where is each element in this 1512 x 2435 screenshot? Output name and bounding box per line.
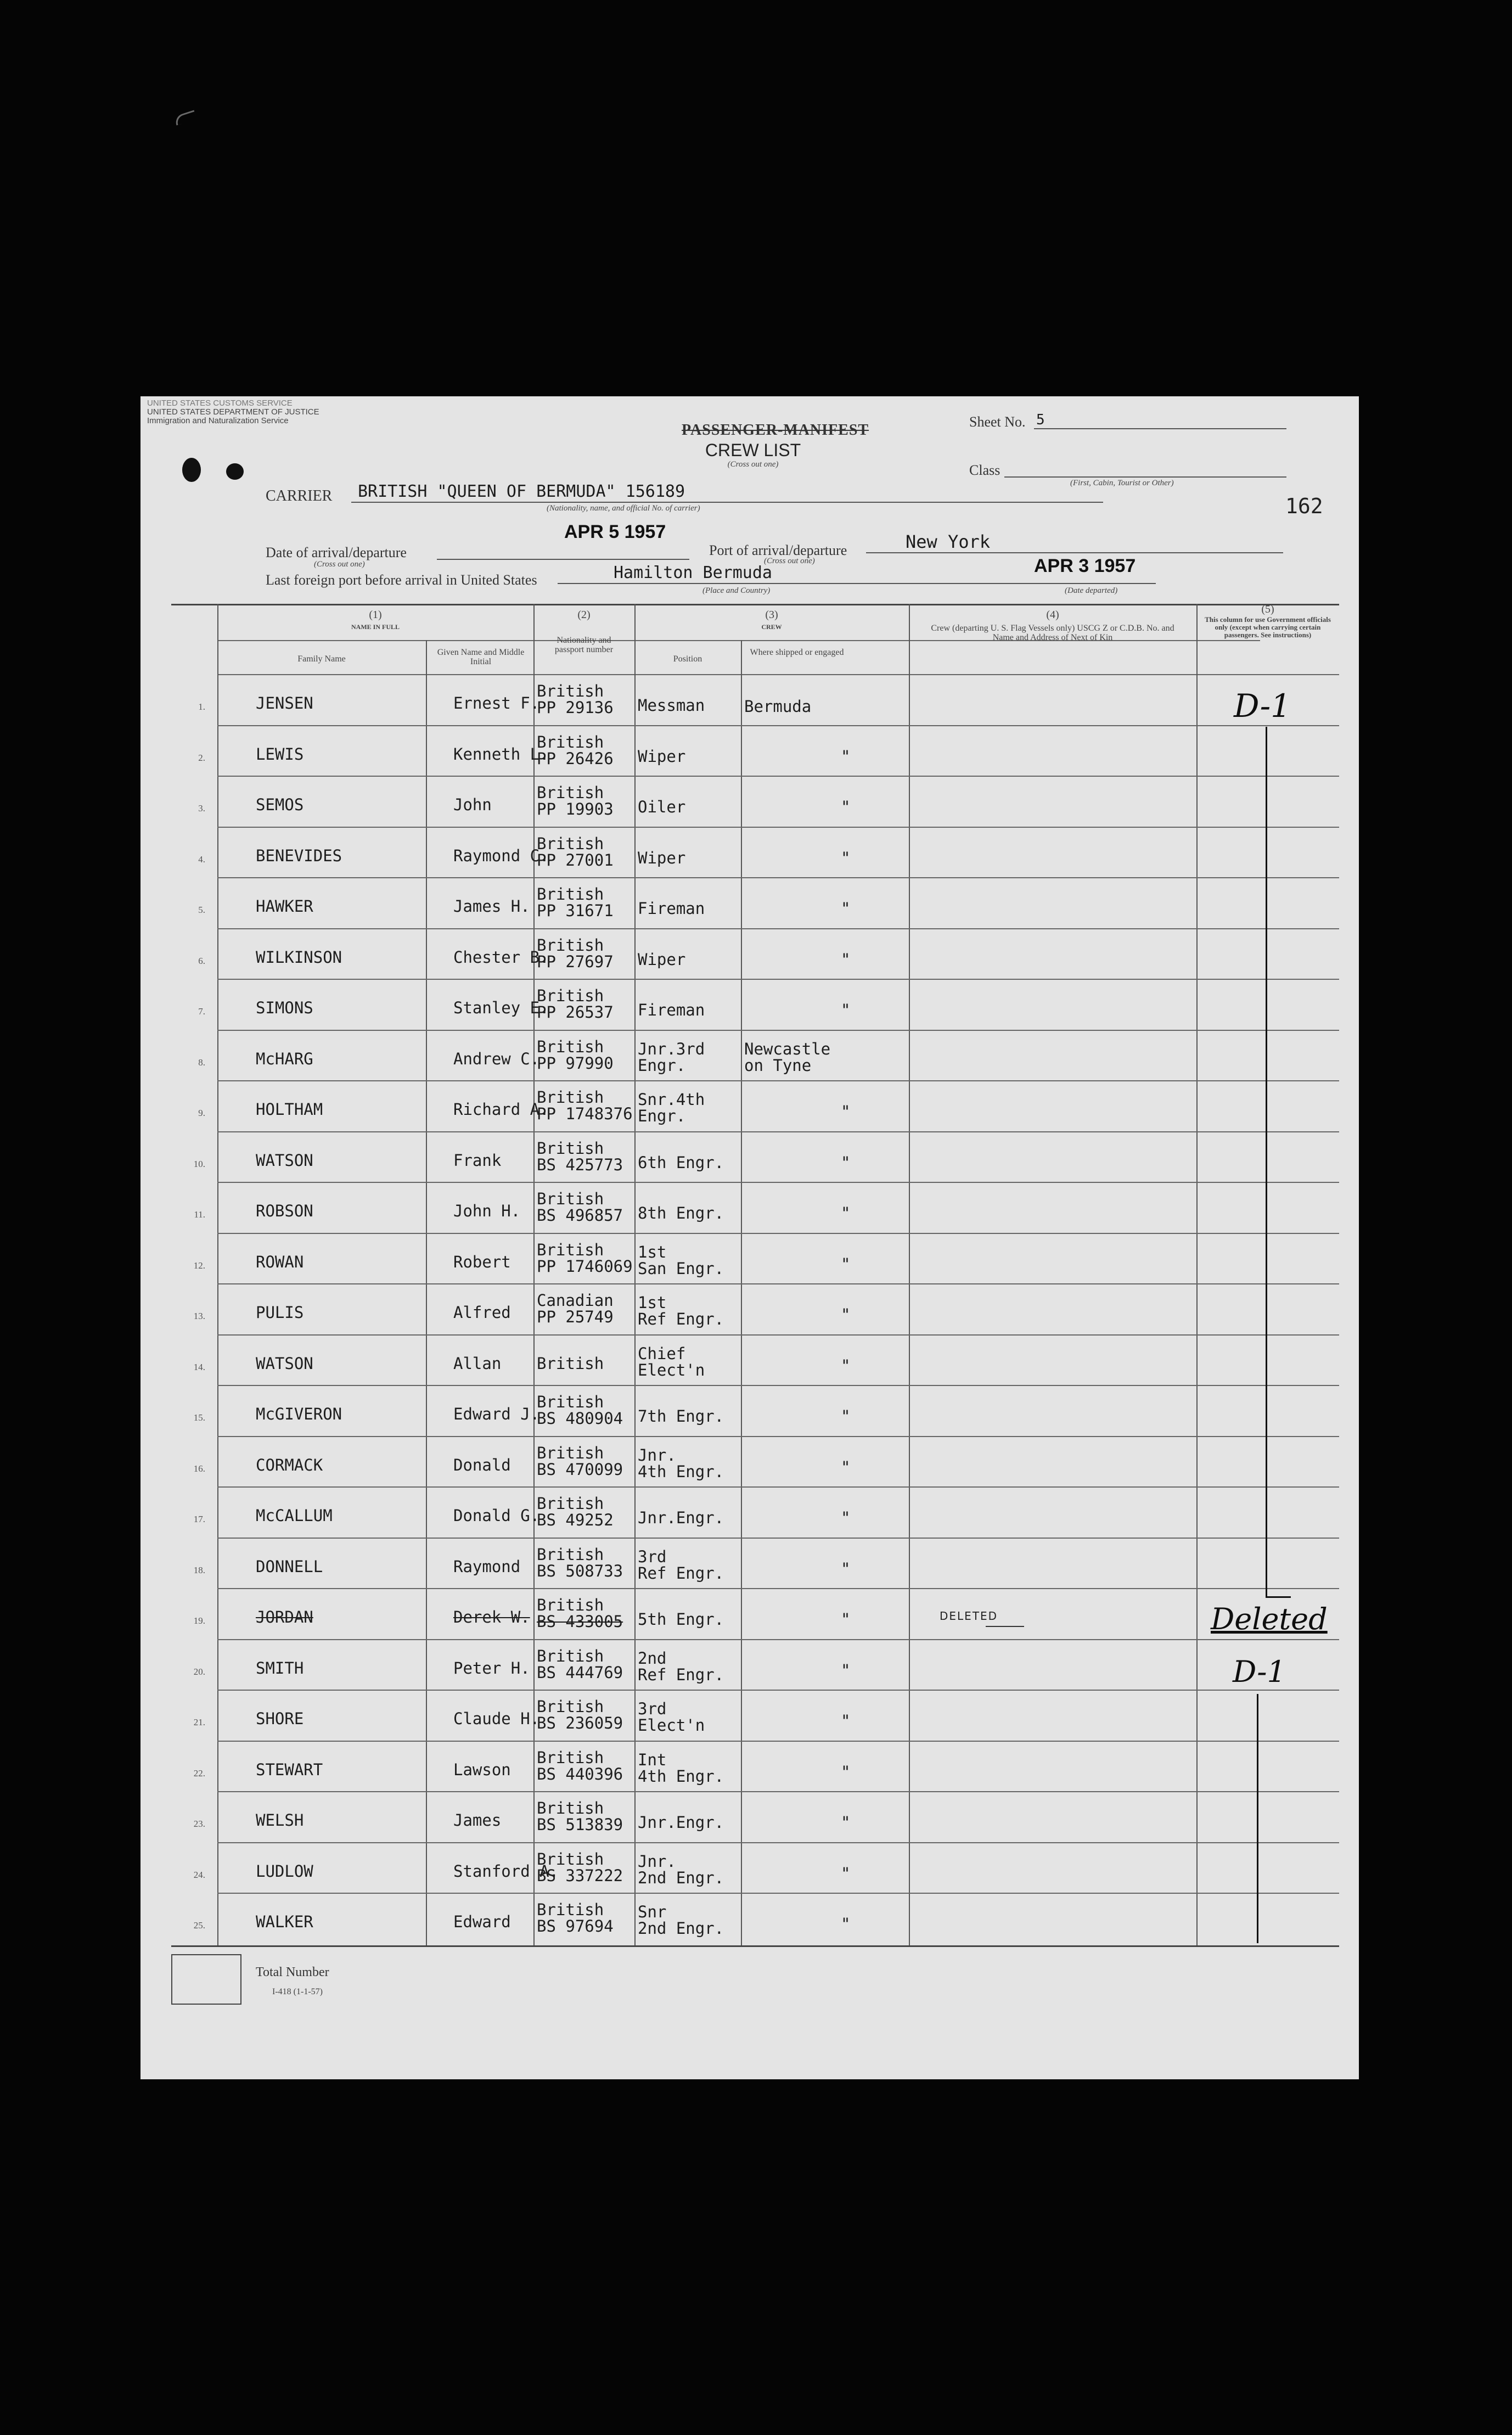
cell-given: Frank bbox=[453, 1151, 502, 1170]
cell-passport: BS 337222 bbox=[537, 1866, 623, 1885]
given-name-header: Given Name and Middle Initial bbox=[437, 648, 525, 666]
cell-pos2: Elect'n bbox=[638, 1716, 705, 1735]
cell-family: LEWIS bbox=[256, 744, 304, 764]
cell-passport: PP 26537 bbox=[537, 1003, 614, 1022]
cell-given: Stanley E. bbox=[453, 998, 549, 1017]
cell-passport: BS 97694 bbox=[537, 1917, 614, 1935]
cell-family: WATSON bbox=[256, 1151, 313, 1170]
cell-pos1: Jnr.Engr. bbox=[638, 1813, 724, 1832]
cell-given: John H. bbox=[453, 1202, 521, 1220]
cell-nat: British bbox=[537, 1596, 604, 1614]
cell-passport: BS 440396 bbox=[537, 1764, 623, 1783]
cell-passport: PP 25749 bbox=[537, 1308, 614, 1326]
cell-family: SHORE bbox=[256, 1709, 304, 1728]
last-foreign-port-value: Hamilton Bermuda bbox=[614, 563, 772, 582]
cell-num: 7. bbox=[198, 1006, 205, 1017]
cell-passport: PP 27001 bbox=[537, 850, 614, 869]
row-divider bbox=[217, 1385, 1339, 1386]
cell-num: 22. bbox=[193, 1768, 205, 1778]
cell-given: Donald G. bbox=[453, 1506, 540, 1525]
cell-given: Alfred bbox=[453, 1303, 511, 1322]
carrier-label: CARRIER bbox=[266, 487, 333, 504]
cell-num: 5. bbox=[198, 905, 205, 915]
cell-passport: BS 480904 bbox=[537, 1409, 623, 1428]
cell-pos2: Ref Engr. bbox=[638, 1665, 724, 1684]
cell-nat: British bbox=[537, 1646, 604, 1665]
stray-pen-mark bbox=[173, 110, 196, 125]
cell-num: 19. bbox=[193, 1615, 205, 1626]
cell-ship1: " bbox=[841, 1457, 851, 1477]
cell-nat: British bbox=[537, 1037, 604, 1056]
cell-given: Claude H. bbox=[453, 1709, 540, 1728]
cell-pos1: Fireman bbox=[638, 1001, 705, 1019]
form-number: I-418 (1-1-57) bbox=[272, 1987, 323, 1996]
cell-num: 25. bbox=[193, 1920, 205, 1931]
cell-nat: British bbox=[537, 1748, 604, 1767]
cell-nat: British bbox=[537, 1240, 604, 1259]
cell-family: JORDAN bbox=[256, 1608, 313, 1626]
cell-given: Chester B. bbox=[453, 947, 549, 967]
cell-ship1: " bbox=[841, 1864, 851, 1883]
row-divider bbox=[217, 1842, 1339, 1843]
cell-ship1: " bbox=[841, 1102, 851, 1121]
row-divider bbox=[217, 1030, 1339, 1031]
date-note: (Cross out one) bbox=[314, 560, 365, 569]
cell-num: 14. bbox=[193, 1361, 205, 1372]
class-note: (First, Cabin, Tourist or Other) bbox=[1070, 479, 1174, 487]
cell-pos1: Snr bbox=[638, 1903, 667, 1921]
cell-passport: PP 1748376 bbox=[537, 1104, 633, 1123]
row-divider bbox=[217, 1131, 1339, 1132]
cell-ship1: " bbox=[841, 1001, 851, 1019]
cell-pos1: 1st bbox=[638, 1242, 667, 1261]
cell-pos1: 1st bbox=[638, 1293, 667, 1312]
cell-ship1: " bbox=[841, 1407, 851, 1426]
cell-nat: British bbox=[537, 834, 604, 853]
cell-ship1: " bbox=[841, 1712, 851, 1730]
cell-passport: BS 508733 bbox=[537, 1561, 623, 1580]
cell-nat: British bbox=[537, 935, 604, 955]
cell-family: ROWAN bbox=[256, 1252, 304, 1271]
cell-passport: BS 49252 bbox=[537, 1511, 614, 1529]
class-label: Class bbox=[969, 462, 1000, 478]
cell-family: ROBSON bbox=[256, 1202, 313, 1220]
cell-ship1: " bbox=[841, 1559, 851, 1578]
cell-family: BENEVIDES bbox=[256, 846, 342, 865]
cell-nat: British bbox=[537, 732, 604, 751]
port-note: (Cross out one) bbox=[764, 557, 815, 565]
row-divider bbox=[217, 1741, 1339, 1742]
cell-given: Raymond bbox=[453, 1557, 521, 1576]
row-divider bbox=[217, 1791, 1339, 1792]
cell-pos1: Wiper bbox=[638, 950, 686, 969]
deleted-note-col5: Deleted bbox=[1211, 1602, 1328, 1636]
cell-nat: British bbox=[537, 1494, 604, 1513]
cell-passport: BS 236059 bbox=[537, 1714, 623, 1732]
cell-ship1: " bbox=[841, 1610, 851, 1629]
cell-given: Raymond C. bbox=[453, 846, 549, 865]
total-number-label: Total Number bbox=[256, 1965, 329, 1979]
col5-title: This column for use Government officials only (except when carrying certain passengers. See instructions) bbox=[1205, 615, 1331, 639]
col1-title: NAME IN FULL bbox=[351, 623, 400, 631]
cell-passport: BS 433005 bbox=[537, 1612, 623, 1631]
cell-nat: British bbox=[537, 1354, 604, 1373]
cell-nat: British bbox=[537, 1393, 604, 1411]
agency-line-1: UNITED STATES CUSTOMS SERVICE bbox=[147, 399, 293, 408]
carrier-value: BRITISH "QUEEN OF BERMUDA" 156189 bbox=[358, 482, 685, 501]
nationality-header: Nationality and passport number bbox=[554, 636, 614, 654]
cell-nat: British bbox=[537, 986, 604, 1005]
cell-family: LUDLOW bbox=[256, 1861, 313, 1881]
cell-num: 3. bbox=[198, 803, 205, 813]
cell-pos1: Jnr. bbox=[638, 1852, 676, 1871]
deleted-note-col4: DELETED bbox=[940, 1609, 998, 1623]
cell-pos1: 6th Engr. bbox=[638, 1153, 724, 1172]
row-divider bbox=[217, 1233, 1339, 1234]
cell-pos1: Snr.4th bbox=[638, 1090, 705, 1109]
cell-num: 16. bbox=[193, 1463, 205, 1474]
sheet-number: 5 bbox=[1036, 412, 1045, 428]
cell-family: JENSEN bbox=[256, 694, 313, 712]
cell-pos2: 2nd Engr. bbox=[638, 1868, 724, 1887]
row-divider bbox=[217, 1436, 1339, 1437]
cell-passport: BS 496857 bbox=[537, 1206, 623, 1225]
cell-given: Kenneth L. bbox=[453, 744, 549, 764]
cell-ship1: " bbox=[841, 1508, 851, 1527]
cell-given: James H. bbox=[453, 897, 530, 916]
cell-family: McHARG bbox=[256, 1049, 313, 1068]
carrier-note: (Nationality, name, and official No. of carrier) bbox=[547, 504, 700, 513]
cell-pos1: 3rd bbox=[638, 1699, 667, 1718]
cell-pos1: Messman bbox=[638, 696, 705, 715]
col4-number: (4) bbox=[1046, 609, 1059, 621]
page-number: 162 bbox=[1285, 494, 1323, 518]
cell-family: SMITH bbox=[256, 1658, 304, 1677]
port-of-arrival-label: Port of arrival/departure bbox=[709, 542, 847, 558]
cell-passport: PP 26426 bbox=[537, 749, 614, 768]
cell-given: Ernest F. bbox=[453, 694, 540, 712]
row-divider bbox=[217, 979, 1339, 980]
cell-num: 12. bbox=[193, 1260, 205, 1271]
cell-given: Donald bbox=[453, 1455, 511, 1474]
cell-family: WALKER bbox=[256, 1912, 313, 1931]
cell-passport: PP 31671 bbox=[537, 901, 614, 920]
cell-pos2: 4th Engr. bbox=[638, 1766, 724, 1786]
cell-pos2: 2nd Engr. bbox=[638, 1919, 724, 1938]
col2-number: (2) bbox=[577, 609, 591, 621]
cell-nat: British bbox=[537, 1138, 604, 1158]
cell-passport: BS 425773 bbox=[537, 1155, 623, 1174]
cell-family: SIMONS bbox=[256, 998, 313, 1017]
col5-number: (5) bbox=[1261, 603, 1274, 615]
cell-num: 9. bbox=[198, 1108, 205, 1118]
cell-pos1: 5th Engr. bbox=[638, 1610, 724, 1629]
cell-given: Lawson bbox=[453, 1760, 511, 1779]
row-divider bbox=[217, 1334, 1339, 1336]
col3-number: (3) bbox=[765, 609, 778, 621]
cell-pos1: Oiler bbox=[638, 798, 686, 816]
cell-family: WATSON bbox=[256, 1354, 313, 1373]
row-divider bbox=[217, 877, 1339, 878]
row-divider bbox=[217, 1690, 1339, 1691]
cell-nat: British bbox=[537, 1697, 604, 1716]
cell-nat: British bbox=[537, 1545, 604, 1564]
cell-pos1: Wiper bbox=[638, 747, 686, 766]
bracket-end bbox=[1266, 1596, 1291, 1598]
cell-pos1: Wiper bbox=[638, 848, 686, 867]
family-name-header: Family Name bbox=[297, 654, 346, 664]
cell-num: 4. bbox=[198, 854, 205, 865]
cell-given: John bbox=[453, 795, 492, 814]
cell-nat: Canadian bbox=[537, 1291, 614, 1310]
sheet-label: Sheet No. bbox=[969, 414, 1026, 430]
cell-pos1: 3rd bbox=[638, 1547, 667, 1566]
cell-num: 18. bbox=[193, 1564, 205, 1575]
cell-num: 11. bbox=[194, 1209, 205, 1220]
cell-ship1: Bermuda bbox=[744, 697, 812, 716]
cell-ship1: Newcastle bbox=[744, 1039, 831, 1058]
cell-pos1: Chief bbox=[638, 1344, 686, 1363]
row-divider bbox=[217, 1639, 1339, 1640]
crew-list-form bbox=[140, 396, 1359, 2079]
cell-family: WILKINSON bbox=[256, 947, 342, 967]
cell-family: WELSH bbox=[256, 1811, 304, 1830]
cell-family: STEWART bbox=[256, 1760, 323, 1779]
cell-num: 13. bbox=[193, 1311, 205, 1321]
row-divider bbox=[217, 928, 1339, 929]
cell-family: CORMACK bbox=[256, 1455, 323, 1474]
col1-number: (1) bbox=[369, 609, 382, 621]
cell-ship1: " bbox=[841, 1762, 851, 1781]
cell-pos2: San Engr. bbox=[638, 1259, 724, 1278]
cell-ship1: " bbox=[841, 747, 851, 766]
cell-pos1: 8th Engr. bbox=[638, 1204, 724, 1222]
cell-nat: British bbox=[537, 1849, 604, 1869]
cell-passport: PP 19903 bbox=[537, 800, 614, 818]
cell-ship1: " bbox=[841, 1915, 851, 1933]
cell-nat: British bbox=[537, 1088, 604, 1107]
cell-family: PULIS bbox=[256, 1303, 304, 1322]
cell-passport: PP 1746069 bbox=[537, 1256, 633, 1276]
row-divider bbox=[217, 1538, 1339, 1539]
row-divider bbox=[217, 1283, 1339, 1284]
cell-num: 23. bbox=[193, 1819, 205, 1829]
cell-num: 8. bbox=[198, 1057, 205, 1068]
crew-table bbox=[140, 396, 1359, 2079]
departed-date-stamp: APR 3 1957 bbox=[1034, 556, 1136, 576]
last-foreign-port-label: Last foreign port before arrival in United States bbox=[266, 572, 537, 588]
cell-num: 10. bbox=[193, 1158, 205, 1169]
cell-family: HOLTHAM bbox=[256, 1100, 323, 1119]
agency-line-2: UNITED STATES DEPARTMENT OF JUSTICE bbox=[147, 407, 319, 417]
row-divider bbox=[217, 1182, 1339, 1183]
row-divider bbox=[217, 827, 1339, 828]
cell-passport: BS 513839 bbox=[537, 1815, 623, 1834]
cell-given: Stanford A. bbox=[453, 1861, 559, 1881]
cell-family: McGIVERON bbox=[256, 1405, 342, 1423]
cell-pos2: Ref Engr. bbox=[638, 1310, 724, 1328]
last-port-note: (Place and Country) bbox=[702, 586, 771, 595]
cell-passport: BS 470099 bbox=[537, 1460, 623, 1479]
row-divider bbox=[217, 725, 1339, 726]
cell-num: 20. bbox=[193, 1666, 205, 1677]
port-of-arrival-value: New York bbox=[906, 531, 991, 552]
cell-num: 17. bbox=[193, 1514, 205, 1524]
cell-given: Peter H. bbox=[453, 1658, 530, 1677]
date-of-arrival-label: Date of arrival/departure bbox=[266, 545, 407, 560]
col3-title: CREW bbox=[761, 623, 782, 631]
cell-nat: British bbox=[537, 1190, 604, 1208]
cell-num: 1. bbox=[198, 702, 205, 712]
cell-ship1: " bbox=[841, 1153, 851, 1172]
col4-title: Crew (departing U. S. Flag Vessels only) USCG Z or C.D.B. No. and Name and Address of Next of Kin bbox=[931, 624, 1174, 642]
ditto-bracket-line-2 bbox=[1257, 1694, 1258, 1943]
cell-ship1: " bbox=[841, 848, 851, 867]
cell-ship1: " bbox=[841, 950, 851, 969]
cell-family: HAWKER bbox=[256, 897, 313, 916]
row-divider bbox=[217, 1486, 1339, 1488]
cell-ship1: " bbox=[841, 1813, 851, 1832]
cell-pos2: Ref Engr. bbox=[638, 1563, 724, 1583]
cell-nat: British bbox=[537, 1443, 604, 1462]
departed-note: (Date departed) bbox=[1065, 586, 1118, 595]
form-title: CREW LIST bbox=[705, 440, 801, 460]
row-divider bbox=[217, 1588, 1339, 1589]
arrival-date-stamp: APR 5 1957 bbox=[564, 521, 666, 542]
cell-nat: British bbox=[537, 1799, 604, 1817]
cell-family: McCALLUM bbox=[256, 1506, 333, 1525]
cell-family: SEMOS bbox=[256, 795, 304, 814]
cell-given: Richard A. bbox=[453, 1100, 549, 1119]
cell-ship1: " bbox=[841, 1305, 851, 1324]
cell-nat: British bbox=[537, 783, 604, 802]
cell-ship1: " bbox=[841, 1204, 851, 1222]
cell-pos1: Fireman bbox=[638, 899, 705, 918]
cell-num: 21. bbox=[193, 1717, 205, 1727]
cell-nat: British bbox=[537, 885, 604, 904]
cell-ship1: " bbox=[841, 899, 851, 918]
cell-pos2: Engr. bbox=[638, 1056, 686, 1075]
cell-passport: PP 29136 bbox=[537, 698, 614, 717]
cell-given: Andrew C. bbox=[453, 1049, 540, 1068]
cell-passport: PP 27697 bbox=[537, 952, 614, 971]
total-number-box bbox=[171, 1954, 241, 2005]
cell-ship1: " bbox=[841, 798, 851, 816]
cell-pos1: 2nd bbox=[638, 1648, 667, 1668]
cell-ship2: on Tyne bbox=[744, 1056, 812, 1075]
where-shipped-header: Where shipped or engaged bbox=[750, 648, 844, 657]
form-title-note: (Cross out one) bbox=[727, 460, 779, 469]
cell-num: 15. bbox=[193, 1412, 205, 1423]
cell-pos2: 4th Engr. bbox=[638, 1462, 724, 1481]
agency-line-3: Immigration and Naturalization Service bbox=[147, 416, 289, 425]
cell-num: 6. bbox=[198, 955, 205, 966]
cell-given: Derek W. bbox=[453, 1608, 530, 1626]
ditto-bracket-line bbox=[1266, 727, 1267, 1597]
cell-nat: British bbox=[537, 682, 604, 700]
cell-pos1: 7th Engr. bbox=[638, 1407, 724, 1426]
cell-ship1: " bbox=[841, 1254, 851, 1273]
cell-given: Allan bbox=[453, 1354, 502, 1373]
disposition-d1-bottom: D-1 bbox=[1233, 1654, 1286, 1689]
cell-passport: BS 444769 bbox=[537, 1663, 623, 1682]
cell-pos1: Int bbox=[638, 1750, 667, 1769]
cell-pos2: Elect'n bbox=[638, 1360, 705, 1379]
cell-given: Robert bbox=[453, 1252, 511, 1271]
form-title-struck: PASSENGER-MANIFEST bbox=[682, 422, 869, 439]
cell-pos2: Engr. bbox=[638, 1107, 686, 1125]
row-divider bbox=[217, 1893, 1339, 1894]
cell-ship1: " bbox=[841, 1356, 851, 1375]
cell-given: James bbox=[453, 1811, 502, 1830]
cell-num: 2. bbox=[198, 752, 205, 763]
cell-nat: British bbox=[537, 1900, 604, 1919]
cell-passport: PP 97990 bbox=[537, 1053, 614, 1073]
position-header: Position bbox=[673, 654, 702, 664]
cell-num: 24. bbox=[193, 1869, 205, 1880]
disposition-d1-top: D-1 bbox=[1234, 687, 1291, 725]
cell-given: Edward J. bbox=[453, 1405, 540, 1423]
row-divider bbox=[217, 1080, 1339, 1081]
cell-family: DONNELL bbox=[256, 1557, 323, 1576]
cell-pos1: Jnr.3rd bbox=[638, 1039, 705, 1058]
cell-pos1: Jnr.Engr. bbox=[638, 1508, 724, 1527]
cell-given: Edward bbox=[453, 1912, 511, 1931]
row-divider bbox=[217, 776, 1339, 777]
cell-ship1: " bbox=[841, 1660, 851, 1680]
cell-pos1: Jnr. bbox=[638, 1445, 676, 1465]
